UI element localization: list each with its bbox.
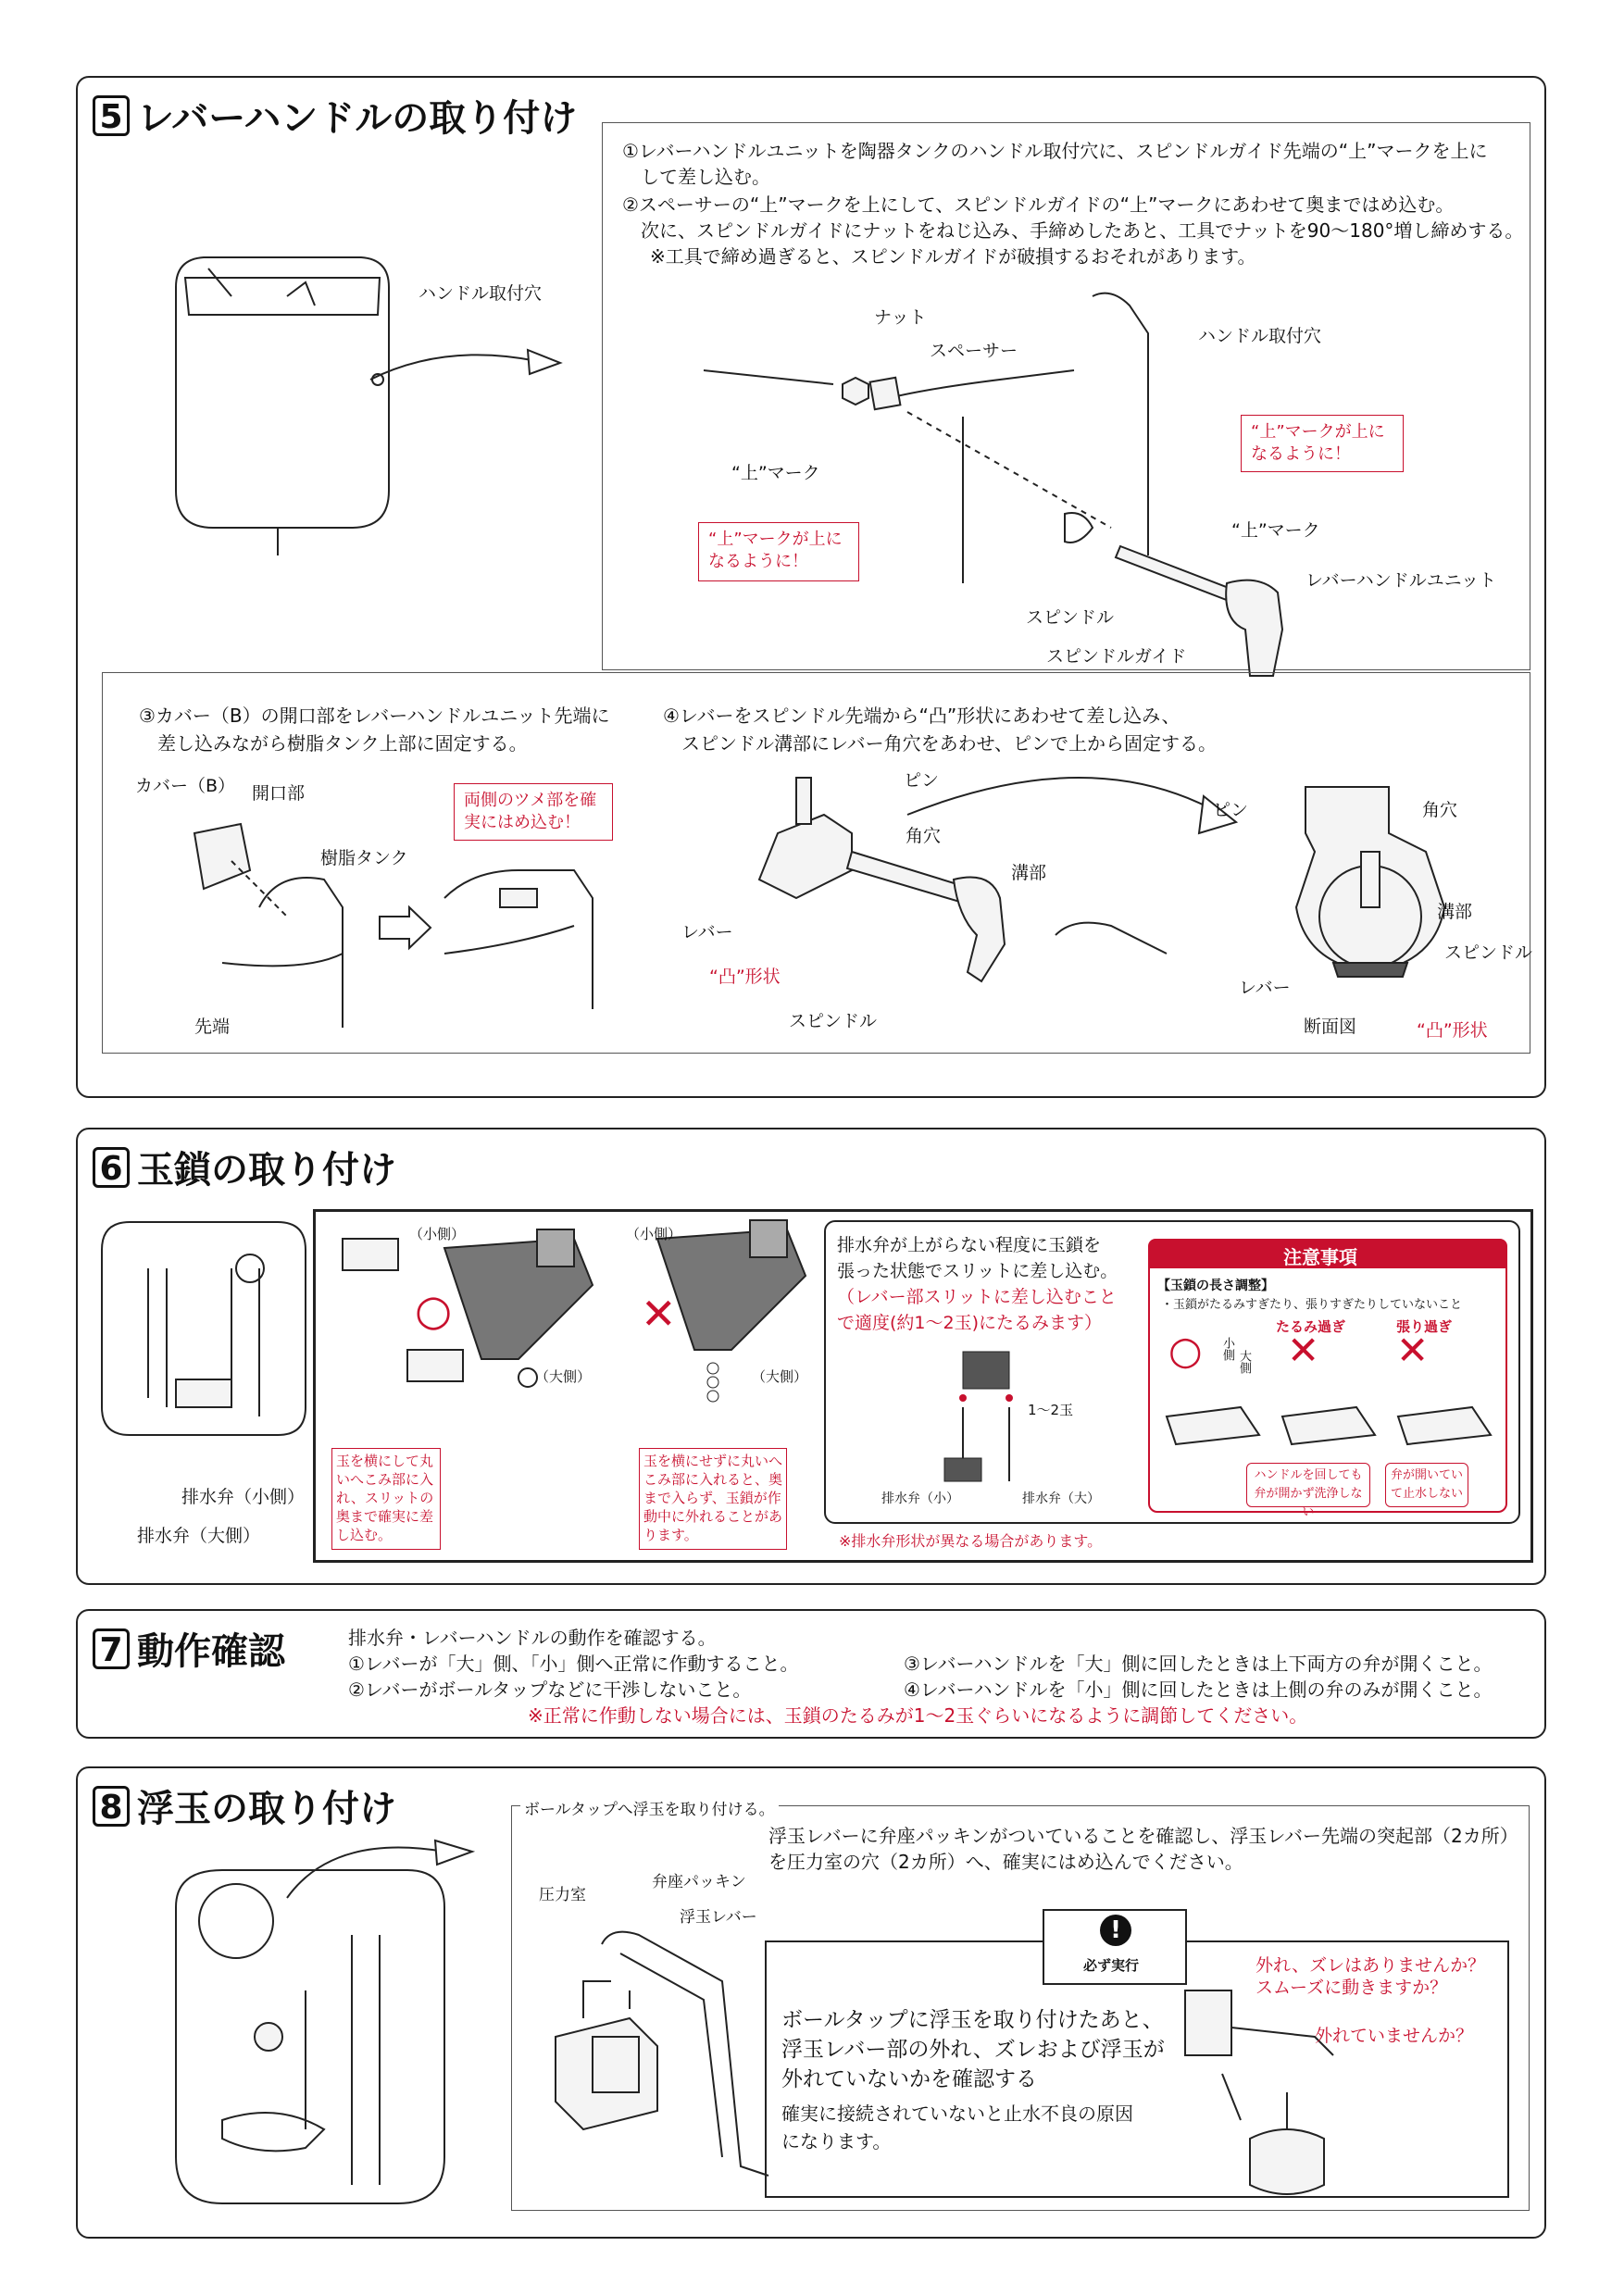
caution-subtitle: 【玉鎖の長さ調整】 xyxy=(1157,1279,1274,1293)
frame-title: ボールタップへ浮玉を取り付ける。 xyxy=(520,1796,779,1819)
label-too-tight: 張り過ぎ xyxy=(1396,1318,1453,1335)
label-groove-2: 溝部 xyxy=(1437,902,1473,922)
label-too-slack: たるみ過ぎ xyxy=(1276,1318,1346,1335)
step-2-line-1: ②スペーサーの“上”マークを上にして、スピンドルガイドの“上”マークにあわせて奥まではめ込む。 xyxy=(622,193,1455,216)
note-too-tight: 弁が開いていて止水しない xyxy=(1385,1463,1468,1507)
section-7-title xyxy=(93,1622,285,1675)
label-lever-handle-unit: レバーハンドルユニット xyxy=(1305,570,1496,591)
label-lever-2: レバー xyxy=(1239,978,1291,998)
check-intro: 排水弁・レバーハンドルの動作を確認する。 xyxy=(348,1627,717,1649)
check-item-1: ①レバーが「大」側、「小」側へ正常に作動すること。 xyxy=(348,1653,799,1675)
note-too-slack: ハンドルを回しても弁が開かず洗浄しない xyxy=(1246,1463,1370,1507)
label-large-side: （大側） xyxy=(535,1368,592,1385)
ng-note: 玉を横にせずに丸いへこみ部に入れると、奥まで入らず、玉鎖が作動中に外れることがあります。 xyxy=(639,1448,787,1550)
label-handle-hole-2: ハンドル取付穴 xyxy=(1198,326,1322,346)
label-opening: 開口部 xyxy=(252,783,306,804)
cover-b-illustration xyxy=(167,815,602,1028)
label-square-hole: 角穴 xyxy=(906,826,942,846)
instruction-red-line-1: （レバー部スリットに差し込むこと xyxy=(837,1287,1117,1307)
step-1-line-2: して差し込む。 xyxy=(641,166,770,188)
section-number: 6 xyxy=(93,1147,130,1188)
label-valve-packing: 弁座パッキン xyxy=(652,1873,746,1891)
section-number: 5 xyxy=(93,95,130,136)
label-pressure-chamber: 圧力室 xyxy=(539,1886,586,1904)
label-lever: レバー xyxy=(681,922,733,942)
label-section-view: 断面図 xyxy=(1304,1017,1357,1037)
section-title-text: 浮玉の取り付け xyxy=(137,1788,396,1830)
step-3-line-1: ③カバー（B）の開口部をレバーハンドルユニット先端に xyxy=(139,705,610,727)
check-item-2: ②レバーがボールタップなどに干渉しないこと。 xyxy=(348,1678,752,1701)
ok-mark: ○ xyxy=(415,1285,453,1335)
label-pin: ピン xyxy=(904,770,940,791)
footnote-valve-shape: ※排水弁形状が異なる場合があります。 xyxy=(839,1532,1103,1550)
must-do-label: 必ず実行 xyxy=(1083,1957,1140,1974)
must-do-line-3: 外れていないかを確認する xyxy=(781,2067,1037,2091)
check-item-3: ③レバーハンドルを「大」側に回したときは上下両方の弁が開くこと。 xyxy=(904,1653,1493,1675)
label-convex-shape-2: “凸”形状 xyxy=(1417,1020,1488,1041)
label-drain-small: 排水弁（小） xyxy=(881,1491,959,1506)
section-6-title xyxy=(93,1141,396,1193)
label-tip: 先端 xyxy=(194,1017,231,1037)
label-1-2-balls: 1～2玉 xyxy=(1028,1402,1074,1418)
instruction-line-1: 排水弁が上がらない程度に玉鎖を xyxy=(837,1235,1102,1255)
label-small-side: （小側） xyxy=(409,1226,466,1242)
ball-tap-illustration xyxy=(537,1926,768,2185)
red-question-1-line-2: スムーズに動きますか？ xyxy=(1255,1978,1448,1998)
float-text-line-1: 浮玉レバーに弁座パッキンがついていることを確認し、浮玉レバー先端の突起部（2カ所） xyxy=(768,1825,1518,1847)
tank-illustration-6 xyxy=(93,1213,333,1444)
instruction-line-2: 張った状態でスリットに差し込む。 xyxy=(837,1261,1118,1281)
must-do-line-2: 浮玉レバー部の外れ、ズレおよび浮玉が xyxy=(781,2038,1165,2062)
caution-ok-mark: ○ xyxy=(1168,1328,1203,1373)
step-4-line-2: スピンドル溝部にレバー角穴をあわせ、ピンで上から固定する。 xyxy=(681,732,1217,755)
caution-text: ・玉鎖がたるみすぎたり、張りすぎたりしていないこと xyxy=(1161,1298,1463,1312)
section-number: 7 xyxy=(93,1628,130,1669)
label-pin-2: ピン xyxy=(1213,800,1249,820)
section-8-title xyxy=(93,1779,396,1832)
exclamation-icon: ! xyxy=(1100,1915,1131,1946)
label-drain-valve-small: 排水弁（小側） xyxy=(181,1487,306,1507)
check-item-4: ④レバーハンドルを「小」側に回したときは上側の弁のみが開くこと。 xyxy=(904,1678,1493,1701)
label-convex-shape: “凸”形状 xyxy=(709,967,781,987)
label-nut: ナット xyxy=(874,307,927,328)
step-3-line-2: 差し込みながら樹脂タンク上部に固定する。 xyxy=(157,732,528,755)
callout-up-mark-left: “上”マークが上になるように！ xyxy=(698,522,859,581)
float-text-line-2: を圧力室の穴（2カ所）へ、確実にはめ込んでください。 xyxy=(768,1851,1243,1873)
caution-title: 注意事項 xyxy=(1283,1246,1357,1268)
label-drain-valve-large: 排水弁（大側） xyxy=(137,1526,261,1546)
lever-spindle-illustration xyxy=(722,778,1537,1046)
must-do-line-1: ボールタップに浮玉を取り付けたあと、 xyxy=(781,2008,1164,2032)
label-spindle-3: スピンドル xyxy=(1444,942,1533,963)
red-question-1-line-1: 外れ、ズレはありませんか？ xyxy=(1255,1955,1486,1976)
check-note: ※正常に作動しない場合には、玉鎖のたるみが1～2玉ぐらいになるように調節してください。 xyxy=(528,1704,1308,1727)
callout-up-mark-right: “上”マークが上になるように！ xyxy=(1241,415,1404,472)
step-2-note: ※工具で締め過ぎると、スピンドルガイドが破損するおそれがあります。 xyxy=(650,245,1256,268)
label-float-lever: 浮玉レバー xyxy=(680,1908,757,1927)
float-check-illustration xyxy=(1167,1972,1426,2194)
label-square-hole-2: 角穴 xyxy=(1422,800,1458,820)
section-number: 8 xyxy=(93,1786,130,1827)
red-question-2: 外れていませんか？ xyxy=(1315,2026,1474,2046)
step-1-line-1: ①レバーハンドルユニットを陶器タンクのハンドル取付穴に、スピンドルガイド先端の“上”マークを上に xyxy=(622,140,1488,162)
instruction-red-line-2: で適度(約1～2玉)にたるみます） xyxy=(837,1313,1103,1333)
label-large-vertical: 大側 xyxy=(1237,1350,1251,1374)
must-do-line-4: 確実に接続されていないと止水不良の原因 xyxy=(781,2103,1133,2125)
caution-ng-mark-2: ✕ xyxy=(1396,1328,1430,1373)
tank-illustration-5 xyxy=(167,250,426,546)
label-small-vertical: 小側 xyxy=(1220,1337,1234,1361)
label-spindle-guide: スピンドルガイド xyxy=(1046,646,1187,667)
arrow-to-detail xyxy=(370,343,574,398)
label-spacer: スペーサー xyxy=(930,341,1018,361)
label-spindle: スピンドル xyxy=(1026,607,1115,628)
spindle-assembly-illustration xyxy=(759,278,1518,667)
caution-valve-illustrations xyxy=(1157,1379,1500,1463)
section-5-title xyxy=(93,89,577,142)
step-4-line-1: ④レバーをスピンドル先端から“凸”形状にあわせて差し込み、 xyxy=(663,705,1181,727)
section-title-text: 動作確認 xyxy=(137,1630,285,1673)
must-do-line-5: になります。 xyxy=(781,2130,892,2152)
label-groove: 溝部 xyxy=(1011,863,1047,883)
label-drain-large: 排水弁（大） xyxy=(1022,1491,1100,1506)
section-title-text: レバーハンドルの取り付け xyxy=(137,97,578,140)
ng-mark: ✕ xyxy=(641,1289,677,1339)
label-handle-hole: ハンドル取付穴 xyxy=(418,283,543,304)
callout-claws: 両側のツメ部を確実にはめ込む！ xyxy=(454,783,613,841)
label-up-mark-left: “上”マーク xyxy=(731,463,820,483)
label-up-mark-right: “上”マーク xyxy=(1231,520,1320,541)
label-large-side-2: （大側） xyxy=(752,1368,808,1385)
ok-note: 玉を横にして丸いへこみ部に入れ、スリットの奥まで確実に差し込む。 xyxy=(331,1448,441,1550)
label-resin-tank: 樹脂タンク xyxy=(320,848,408,868)
step-2-line-2: 次に、スピンドルガイドにナットをねじ込み、手締めしたあと、工具でナットを90～180°増し締めする。 xyxy=(641,219,1524,242)
section-title-text: 玉鎖の取り付け xyxy=(137,1149,396,1192)
caution-ng-mark-1: ✕ xyxy=(1287,1328,1320,1373)
chain-diagram xyxy=(880,1352,1065,1500)
label-spindle-2: スピンドル xyxy=(789,1011,878,1031)
tank-illustration-8 xyxy=(167,1852,481,2222)
label-cover-b: カバー（B） xyxy=(135,776,236,796)
label-small-side-2: （小側） xyxy=(626,1226,682,1242)
